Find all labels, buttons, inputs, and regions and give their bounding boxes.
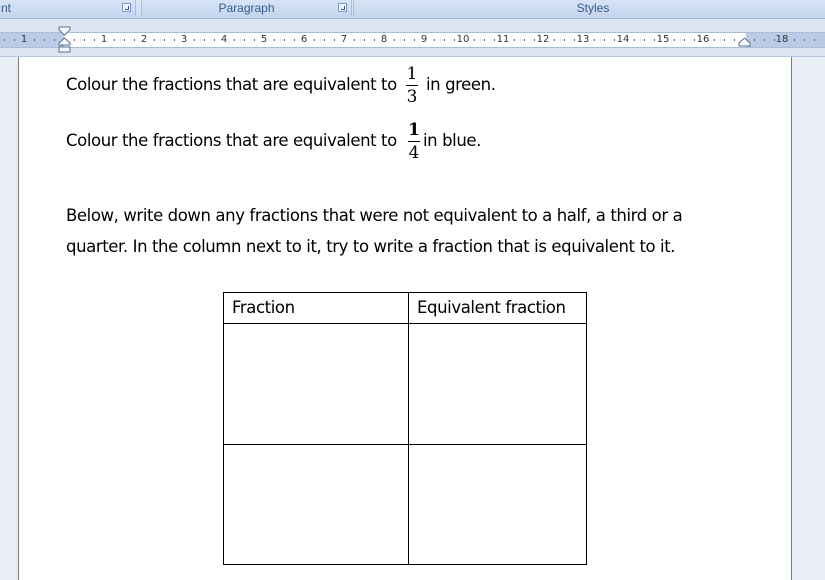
table-cell[interactable] [224, 324, 409, 445]
ruler-number: 14 [616, 34, 630, 45]
ruler-dot [524, 39, 525, 41]
ruler-number: 9 [420, 34, 428, 45]
ruler-dot [604, 39, 605, 41]
ruler-number: 18 [775, 34, 789, 45]
ruler-number: 8 [380, 34, 388, 45]
paragraph-line-2: quarter. In the column next to it, try to write a fraction that is equivalent to it. [66, 237, 676, 256]
table-row [224, 324, 587, 445]
ruler-dot [654, 39, 655, 41]
ribbon-group-paragraph-label: Paragraph [218, 1, 275, 15]
ribbon-group-strip [0, 0, 825, 19]
ruler-dot [574, 39, 575, 41]
ruler-dot [134, 39, 135, 41]
ruler-dot [494, 39, 495, 41]
ruler-dot [764, 39, 765, 41]
instruction-blue-suffix: in blue. [423, 131, 481, 150]
ruler-dot [74, 39, 75, 41]
fraction-numerator: 1 [406, 64, 418, 84]
ruler-dot [674, 39, 675, 41]
ruler-number: 13 [576, 34, 590, 45]
table-cell[interactable] [409, 444, 587, 565]
ruler-dot [154, 39, 155, 41]
ruler-dot [814, 39, 815, 41]
fraction-denominator: 3 [406, 87, 418, 107]
ruler-dot [434, 39, 435, 41]
instruction-line-blue [66, 131, 397, 150]
ruler-dot [634, 39, 635, 41]
ruler-dot [804, 39, 805, 41]
ruler-number: 15 [656, 34, 670, 45]
ruler-dot [534, 39, 535, 41]
ruler-number: 4 [220, 34, 228, 45]
ruler-dot [354, 39, 355, 41]
table-row [224, 444, 587, 565]
ruler-dot [114, 39, 115, 41]
ruler-dot [514, 39, 515, 41]
ruler-number: 11 [496, 34, 510, 45]
ruler-dot [564, 39, 565, 41]
ruler-number: 5 [260, 34, 268, 45]
ruler-dot [324, 39, 325, 41]
horizontal-ruler[interactable] [0, 19, 825, 57]
ruler-dot [294, 39, 295, 41]
instruction-line-green [66, 75, 397, 94]
table-header-fraction: Fraction [224, 293, 409, 324]
ruler-dot [374, 39, 375, 41]
ribbon-group-font [0, 0, 136, 17]
ruler-dot [394, 39, 395, 41]
ruler-dot [554, 39, 555, 41]
paragraph-line-1: Below, write down any fractions that were not equivalent to a half, a third or a [66, 206, 683, 225]
right-indent-marker-icon[interactable] [738, 37, 751, 47]
ruler-dot [284, 39, 285, 41]
ribbon-group-font-label: nt [1, 1, 12, 15]
ruler-dot [484, 39, 485, 41]
fraction-denominator: 4 [408, 143, 420, 163]
ruler-dot [714, 39, 715, 41]
ruler-dot [274, 39, 275, 41]
ruler-dot [54, 39, 55, 41]
fraction-bar [408, 141, 420, 142]
table-cell[interactable] [409, 324, 587, 445]
fraction-bar [406, 85, 418, 86]
ruler-dot [614, 39, 615, 41]
table-header-equivalent: Equivalent fraction [409, 293, 587, 324]
ruler-dot [254, 39, 255, 41]
equivalent-fractions-table [223, 292, 587, 565]
ruler-dot [474, 39, 475, 41]
ruler-dot [44, 39, 45, 41]
ruler-dot [694, 39, 695, 41]
ruler-dot [644, 39, 645, 41]
instruction-blue-text: Colour the fractions that are equivalent to [66, 131, 397, 150]
left-indent-marker-icon[interactable] [58, 26, 71, 54]
ruler-dot [724, 39, 725, 41]
ruler-dot [364, 39, 365, 41]
ruler-number: 6 [300, 34, 308, 45]
fraction-numerator: 1 [408, 120, 420, 140]
ribbon-group-styles [353, 0, 825, 17]
ruler-dot [214, 39, 215, 41]
ruler-dot [794, 39, 795, 41]
ruler-dot [94, 39, 95, 41]
ruler-dot [404, 39, 405, 41]
ruler-band [0, 32, 825, 48]
ruler-dot [14, 39, 15, 41]
instruction-green-text: Colour the fractions that are equivalent to [66, 75, 397, 94]
document-page[interactable] [18, 57, 792, 580]
ruler-dot [4, 39, 5, 41]
ruler-dot [414, 39, 415, 41]
ruler-dot [244, 39, 245, 41]
ruler-dot [754, 39, 755, 41]
ruler-dot [84, 39, 85, 41]
paragraph-dialog-launcher-icon[interactable] [338, 3, 347, 12]
ruler-dot [334, 39, 335, 41]
ruler-dot [454, 39, 455, 41]
fraction-one-third [405, 65, 419, 106]
ribbon-group-styles-label: Styles [576, 1, 610, 15]
ruler-number: 12 [536, 34, 550, 45]
ruler-number: 1 [100, 34, 108, 45]
ruler-dot [234, 39, 235, 41]
ribbon-group-paragraph [141, 0, 352, 17]
ruler-dot [594, 39, 595, 41]
ruler-dot [194, 39, 195, 41]
ruler-dot [684, 39, 685, 41]
instruction-green-suffix: in green. [426, 75, 496, 94]
table-header-row [224, 293, 587, 324]
ruler-dot [174, 39, 175, 41]
ruler-number: 16 [696, 34, 710, 45]
ruler-dot [444, 39, 445, 41]
ruler-number: 7 [340, 34, 348, 45]
ruler-dot [164, 39, 165, 41]
font-dialog-launcher-icon[interactable] [122, 3, 131, 12]
ruler-dot [734, 39, 735, 41]
ruler-dot [34, 39, 35, 41]
ruler-dot [204, 39, 205, 41]
ruler-number: 1 [20, 34, 28, 45]
ruler-dot [774, 39, 775, 41]
fraction-one-quarter [407, 121, 421, 162]
ruler-dot [124, 39, 125, 41]
table-cell[interactable] [224, 444, 409, 565]
ruler-number: 3 [180, 34, 188, 45]
ruler-number: 10 [456, 34, 470, 45]
ruler-dot [314, 39, 315, 41]
ruler-number: 2 [140, 34, 148, 45]
